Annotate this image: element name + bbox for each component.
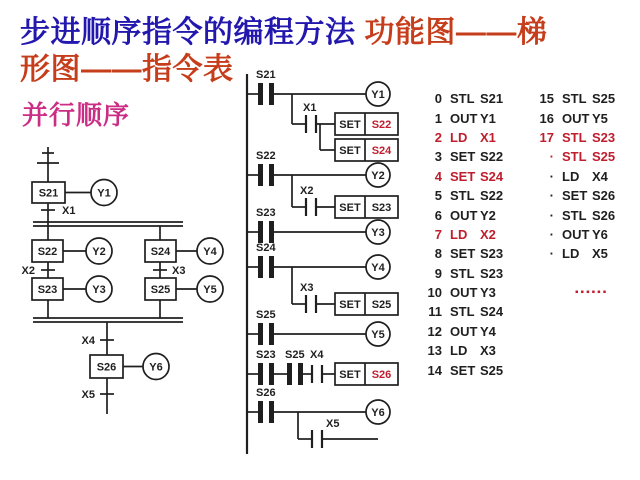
set-op: SET: [339, 369, 361, 381]
sfc-output-label: Y2: [92, 246, 106, 258]
instruction-row: [528, 89, 615, 108]
instruction-row: [416, 167, 503, 186]
sfc-transition-x2: [22, 262, 55, 278]
instruction-opcode: STL: [450, 265, 475, 281]
instruction-operand: S23: [480, 246, 504, 262]
instruction-address: ·: [549, 149, 554, 165]
instruction-row: [416, 205, 503, 224]
instruction-opcode: SET: [450, 246, 476, 262]
contact-label: X1: [303, 102, 317, 114]
stl-contact-label: S23: [256, 207, 276, 219]
stl-contact-label: S22: [256, 150, 276, 162]
instruction-operand: Y6: [592, 226, 608, 242]
instruction-address: 13: [427, 343, 442, 359]
sfc-parallel-fork: [33, 222, 183, 240]
instruction-row: [416, 302, 503, 321]
sfc-output-label: Y3: [92, 284, 106, 296]
instruction-list-left: [416, 89, 503, 380]
sfc-step-s21: [32, 180, 117, 206]
instruction-row: [528, 128, 615, 147]
sfc-transition-label: X2: [21, 265, 35, 277]
instruction-opcode: LD: [450, 343, 468, 359]
sfc-step-label: S25: [150, 283, 171, 296]
sfc-entry-line: [37, 147, 59, 182]
set-op: SET: [339, 145, 361, 157]
instruction-row: [528, 186, 615, 205]
instruction-row: [416, 147, 503, 166]
instruction-address: 10: [427, 285, 442, 301]
ladder-rung-1: [247, 69, 398, 161]
instruction-opcode: OUT: [450, 110, 478, 126]
sfc-step-label: S22: [37, 245, 58, 258]
ladder-rung-7: [247, 387, 390, 448]
set-op: SET: [339, 202, 361, 214]
sfc-transition-x5: [82, 378, 114, 414]
set-arg: S22: [371, 119, 392, 131]
sfc-step-label: S23: [37, 283, 58, 296]
instruction-operand: S25: [592, 149, 616, 165]
instruction-row: [416, 225, 503, 244]
instruction-operand: S26: [592, 188, 616, 204]
sfc-transition-x4: [82, 322, 114, 355]
continuation-dots: ▪▪▪▪▪▪: [575, 287, 609, 298]
sfc-transition-label: X5: [81, 389, 95, 401]
instruction-address: 2: [434, 129, 442, 145]
ladder-diagram: [236, 58, 406, 458]
title-main: 步进顺序指令的编程方法: [20, 16, 356, 49]
instruction-row: [528, 167, 615, 186]
instruction-opcode: OUT: [450, 207, 478, 223]
instruction-row: [416, 341, 503, 360]
instruction-row: [416, 89, 503, 108]
coil-label: Y6: [371, 407, 385, 419]
instruction-address: 5: [434, 188, 442, 204]
sfc-transition-label: X3: [172, 265, 186, 277]
instruction-row: [416, 128, 503, 147]
sfc-step-s26: [90, 354, 169, 380]
instruction-operand: X3: [480, 343, 496, 359]
contact-label: X2: [300, 185, 314, 197]
coil-label: Y5: [371, 329, 385, 341]
instruction-row: [416, 186, 503, 205]
instruction-opcode: STL: [562, 149, 587, 165]
set-arg: S24: [371, 145, 392, 157]
instruction-operand: Y1: [480, 110, 496, 126]
instruction-operand: S24: [480, 304, 504, 320]
instruction-operand: X5: [592, 246, 608, 262]
instruction-opcode: STL: [450, 188, 475, 204]
instruction-opcode: LD: [562, 168, 580, 184]
instruction-address: ·: [549, 188, 554, 204]
instruction-opcode: OUT: [562, 110, 590, 126]
instruction-address: 8: [434, 246, 442, 262]
instruction-operand: S24: [480, 168, 504, 184]
instruction-row: [528, 205, 615, 224]
sfc-output-label: Y6: [149, 361, 163, 374]
instruction-opcode: LD: [562, 246, 580, 262]
instruction-opcode: OUT: [562, 226, 590, 242]
instruction-operand: Y2: [480, 207, 496, 223]
coil-label: Y4: [371, 262, 385, 274]
instruction-address: 12: [427, 323, 442, 339]
instruction-opcode: SET: [450, 149, 476, 165]
sfc-function-diagram: [14, 142, 226, 432]
set-op: SET: [339, 119, 361, 131]
instruction-operand: Y4: [480, 323, 496, 339]
instruction-operand: S23: [480, 265, 504, 281]
set-arg: S25: [371, 299, 392, 311]
instruction-row: [528, 225, 615, 244]
stl-contact-label: S21: [256, 69, 276, 81]
instruction-operand: Y3: [480, 285, 496, 301]
sfc-step-s25: [145, 276, 223, 302]
instruction-address: 14: [427, 362, 442, 378]
instruction-operand: S23: [592, 129, 616, 145]
instruction-opcode: SET: [450, 362, 476, 378]
instruction-address: 0: [434, 91, 442, 107]
instruction-operand: S26: [592, 207, 616, 223]
sfc-step-s22: [32, 238, 112, 264]
sfc-transition-label: X4: [81, 335, 95, 347]
instruction-address: ·: [549, 246, 554, 262]
stl-contact-label: S26: [256, 387, 276, 399]
instruction-opcode: STL: [450, 91, 475, 107]
instruction-address: 9: [434, 265, 442, 281]
instruction-opcode: SET: [562, 188, 588, 204]
instruction-address: ·: [549, 226, 554, 242]
coil-label: Y2: [371, 170, 385, 182]
contact-label: X5: [326, 418, 340, 430]
sfc-parallel-join: [33, 300, 183, 322]
instruction-opcode: SET: [450, 168, 476, 184]
instruction-address: 1: [434, 110, 442, 126]
instruction-row: [528, 147, 615, 166]
sfc-step-s23: [32, 276, 112, 302]
instruction-row: [416, 108, 503, 127]
instruction-address: 16: [539, 110, 554, 126]
instruction-address: 17: [539, 129, 554, 145]
set-arg: S23: [371, 202, 392, 214]
instruction-row: [416, 264, 503, 283]
title-flow-part1: 功能图——梯: [355, 16, 548, 49]
instruction-opcode: STL: [450, 304, 475, 320]
instruction-row: [416, 360, 503, 379]
stl-contact-label: S24: [256, 242, 276, 254]
ladder-rung-6: [247, 349, 398, 385]
set-arg: S26: [371, 369, 392, 381]
instruction-row: [416, 244, 503, 263]
instruction-opcode: LD: [450, 226, 468, 242]
instruction-address: 11: [428, 304, 442, 320]
instruction-operand: S22: [480, 188, 504, 204]
stl-contact-label: S25: [256, 309, 276, 321]
instruction-row: [528, 244, 615, 263]
instruction-operand: X1: [480, 129, 496, 145]
sfc-transition-label: X1: [62, 205, 76, 217]
instruction-row: [416, 283, 503, 302]
instruction-list-right: [528, 89, 615, 264]
instruction-opcode: STL: [562, 207, 587, 223]
contact-label: X4: [310, 349, 324, 361]
coil-label: Y1: [371, 89, 385, 101]
stl-contact-label: S25: [285, 349, 305, 361]
ladder-rung-4: [247, 242, 398, 315]
instruction-operand: Y5: [592, 110, 608, 126]
set-op: SET: [339, 299, 361, 311]
instruction-row: [528, 108, 615, 127]
instruction-opcode: LD: [450, 129, 468, 145]
sfc-step-s24: [145, 238, 223, 264]
instruction-opcode: STL: [562, 129, 587, 145]
sfc-step-label: S21: [38, 187, 59, 200]
coil-label: Y3: [371, 227, 385, 239]
instruction-operand: S25: [592, 91, 616, 107]
instruction-operand: X4: [592, 168, 608, 184]
instruction-row: [416, 322, 503, 341]
title-flow-part2: 形图——指令表: [20, 53, 234, 86]
instruction-operand: S25: [480, 362, 504, 378]
instruction-address: 4: [434, 168, 442, 184]
sfc-transition-x3: [153, 262, 185, 278]
instruction-opcode: OUT: [450, 285, 478, 301]
sfc-output-label: Y4: [203, 246, 217, 258]
instruction-operand: X2: [480, 226, 496, 242]
sfc-step-label: S26: [96, 361, 117, 374]
instruction-opcode: STL: [562, 91, 587, 107]
instruction-operand: S22: [480, 149, 504, 165]
instruction-opcode: OUT: [450, 323, 478, 339]
sfc-output-label: Y1: [97, 187, 111, 200]
instruction-address: 6: [434, 207, 442, 223]
instruction-address: 3: [434, 149, 442, 165]
sfc-step-label: S24: [150, 245, 171, 258]
instruction-operand: S21: [480, 91, 504, 107]
stl-contact-label: S23: [256, 349, 276, 361]
contact-label: X3: [300, 282, 314, 294]
sfc-output-label: Y5: [203, 284, 217, 296]
subtitle-parallel-sequence: 并行顺序: [22, 100, 131, 130]
instruction-address: 15: [539, 91, 554, 107]
instruction-address: 7: [434, 226, 442, 242]
instruction-address: ·: [549, 207, 554, 223]
instruction-address: ·: [549, 168, 554, 184]
